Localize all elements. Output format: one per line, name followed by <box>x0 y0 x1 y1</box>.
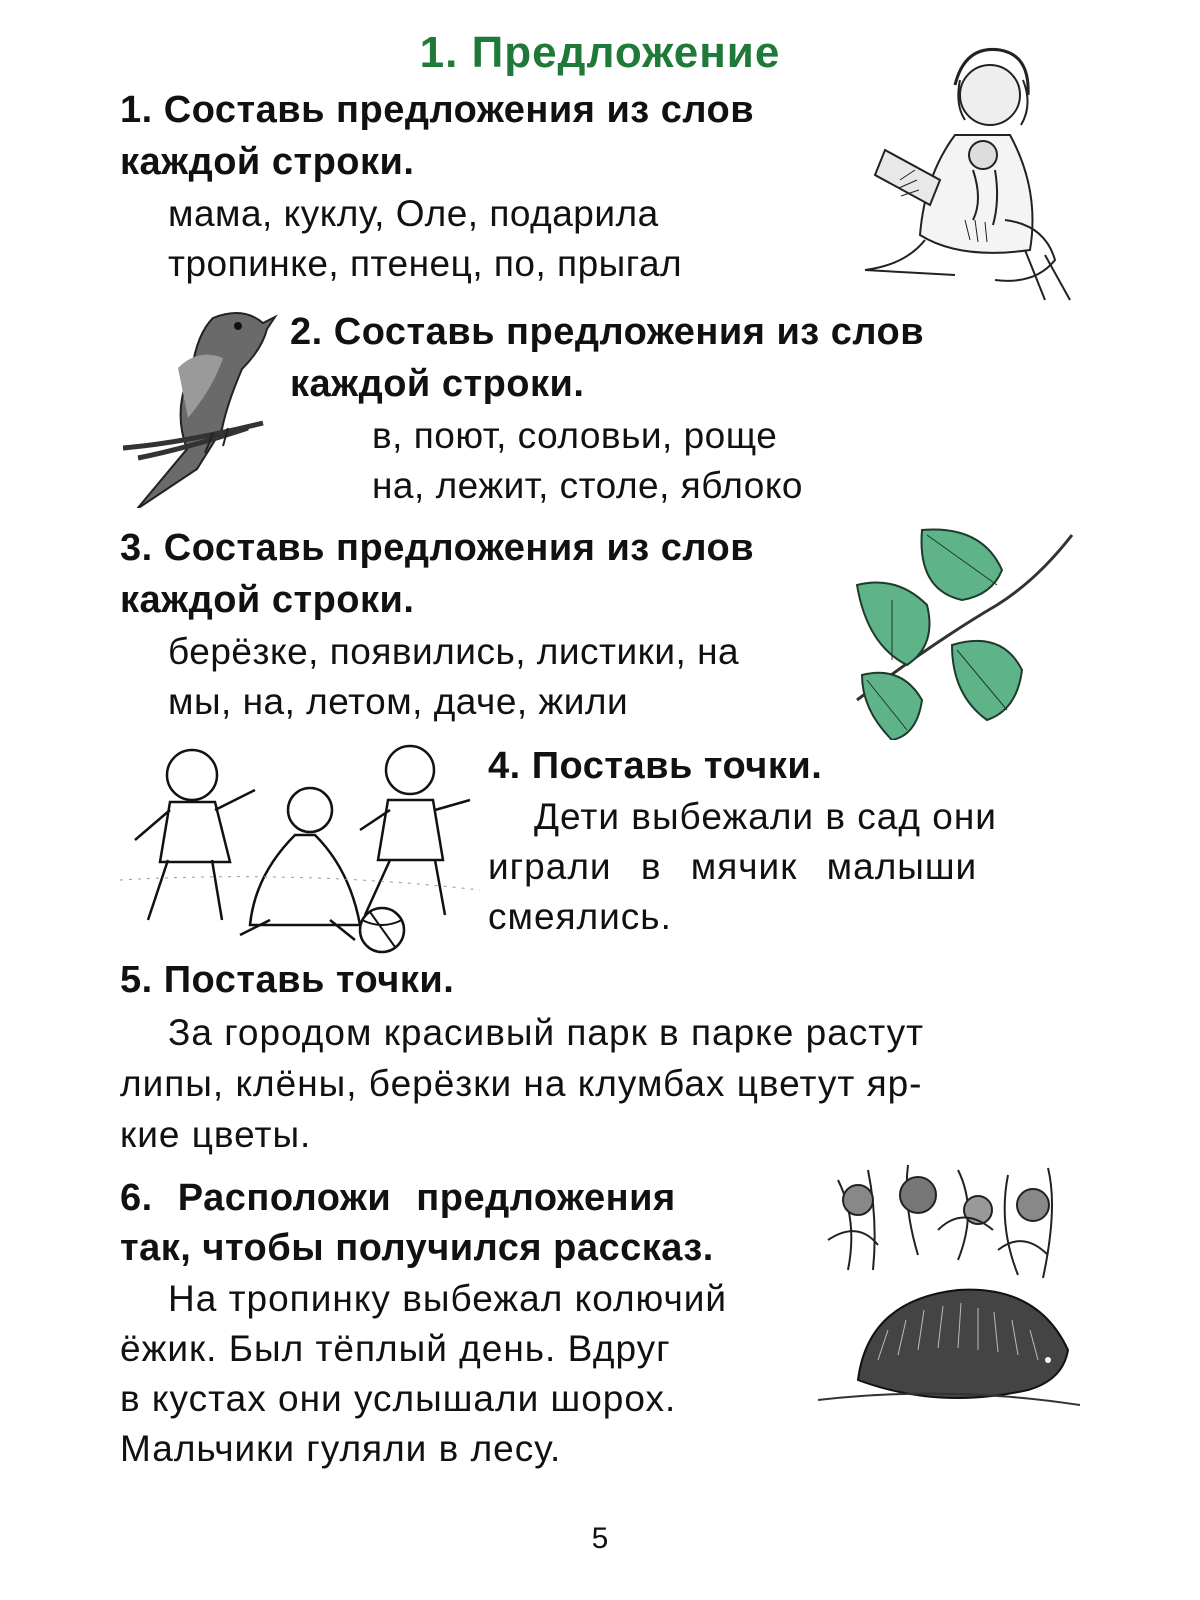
task2-words-line2: на, лежит, столе, яблоко <box>372 465 803 506</box>
task6-text-line1: На тропинку выбежал колючий <box>168 1278 728 1319</box>
hedgehog-illustration <box>818 1160 1080 1432</box>
page-title: 1. Предложение <box>419 28 781 77</box>
task4-text-line3: смеялись. <box>488 896 672 937</box>
task4-text-line2: играли в мячик малыши <box>488 846 978 887</box>
task1-words-line2: тропинке, птенец, по, прыгал <box>168 243 683 284</box>
page-number: 5 <box>591 1522 609 1555</box>
girl-with-doll-illustration <box>855 40 1080 310</box>
task1-words-line1: мама, куклу, Оле, подарила <box>168 193 659 234</box>
task6-heading-line1: 6. Расположи предложения <box>120 1177 676 1219</box>
task6-text-line3: в кустах они услышали шорох. <box>120 1378 677 1419</box>
children-playing-ball-illustration <box>120 740 480 955</box>
task3-heading-line2: каждой строки. <box>120 579 415 621</box>
task6-text-line4: Мальчики гуляли в лесу. <box>120 1428 562 1469</box>
task6-text-line2: ёжик. Был тёплый день. Вдруг <box>120 1328 671 1369</box>
task5-text-line3: кие цветы. <box>120 1114 312 1155</box>
task3-heading-line1: 3. Составь предложения из слов <box>120 527 755 569</box>
task1-heading-line1: 1. Составь предложения из слов <box>120 89 755 131</box>
task2-words-line1: в, поют, соловьи, роще <box>372 415 778 456</box>
task1-heading-line2: каждой строки. <box>120 141 415 183</box>
task5-heading: 5. Поставь точки. <box>120 959 455 1001</box>
task2-heading-line2: каждой строки. <box>290 363 585 405</box>
task4-heading: 4. Поставь точки. <box>488 745 823 787</box>
task6-heading-line2: так, чтобы получился рассказ. <box>120 1227 714 1269</box>
nightingale-illustration <box>118 298 288 508</box>
task5-text-line2: липы, клёны, берёзки на клумбах цветут яр- <box>120 1063 923 1104</box>
task3-words-line2: мы, на, летом, даче, жили <box>168 681 629 722</box>
task3-words-line1: берёзке, появились, листики, на <box>168 631 740 672</box>
birch-branch-illustration <box>852 525 1077 740</box>
task4-text-line1: Дети выбежали в сад они <box>534 796 997 837</box>
task5-text-line1: За городом красивый парк в парке растут <box>168 1012 925 1053</box>
task2-heading-line1: 2. Составь предложения из слов <box>290 311 925 353</box>
